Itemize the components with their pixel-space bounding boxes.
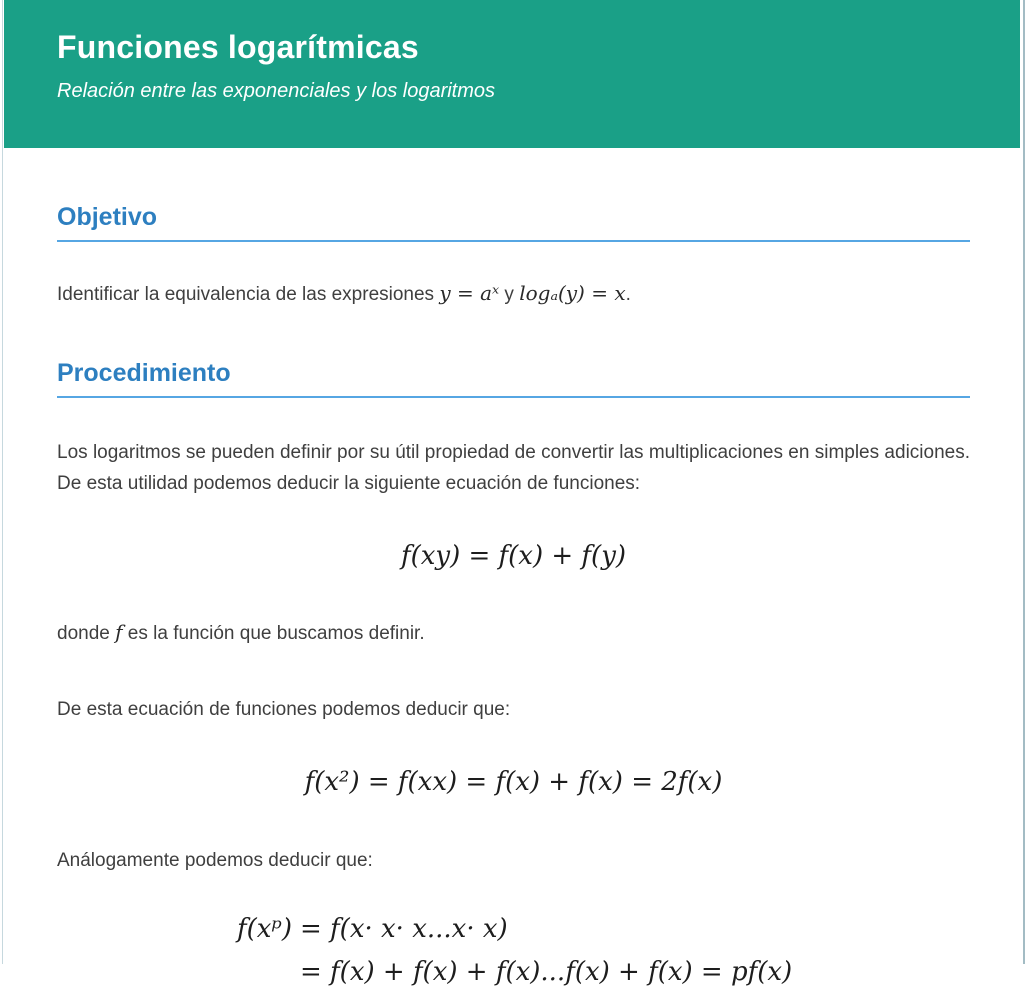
objetivo-heading: Objetivo <box>57 202 970 242</box>
formula-functional-equation: f(xy) = f(x) + f(y) <box>400 541 627 571</box>
formula-power-line-2 <box>237 955 970 989</box>
objetivo-conjunction: y <box>499 284 520 305</box>
donde-text-after: es la función que buscamos definir. <box>122 623 425 644</box>
deduction-paragraph: De esta ecuación de funciones podemos deducir que: <box>57 699 511 720</box>
formula-power-line-1 <box>237 912 970 946</box>
procedimiento-heading: Procedimiento <box>57 358 970 398</box>
procedimiento-intro-paragraph: Los logaritmos se pueden definir por su útil propiedad de convertir las multiplicaciones en simples adiciones. De esta utilidad podemos deducir la siguiente ecuación de funciones: <box>57 442 970 494</box>
document-body <box>0 148 1027 989</box>
page-header-banner <box>4 0 1020 148</box>
document-title: Funciones logarítmicas <box>57 29 419 65</box>
objetivo-text-after: . <box>625 284 631 305</box>
math-exponential-expression: y = aˣ <box>439 281 500 305</box>
section-procedimiento <box>57 358 970 989</box>
analogous-paragraph: Análogamente podemos deducir que: <box>57 850 373 871</box>
section-objetivo <box>57 202 970 308</box>
formula-power <box>237 912 970 989</box>
formula-power-line1-rhs: = f(x· x· x...x· x) <box>300 914 508 944</box>
formula-power-line2-lhs <box>237 955 300 989</box>
donde-text-before: donde <box>57 623 116 644</box>
formula-power-line2-rhs: = f(x) + f(x) + f(x)...f(x) + f(x) = pf(x) <box>300 957 793 987</box>
math-logarithm-expression: logₐ(y) = x <box>519 281 626 305</box>
math-f-symbol: f <box>115 620 123 644</box>
formula-power-line1-lhs: f(xᵖ) <box>237 914 292 944</box>
formula-square: f(x²) = f(xx) = f(x) + f(x) = 2f(x) <box>304 767 723 797</box>
objetivo-text-before: Identificar la equivalencia de las expresiones <box>57 284 440 305</box>
document-subtitle: Relación entre las exponenciales y los logaritmos <box>57 80 496 102</box>
donde-paragraph <box>57 619 970 647</box>
objetivo-paragraph <box>57 280 970 308</box>
